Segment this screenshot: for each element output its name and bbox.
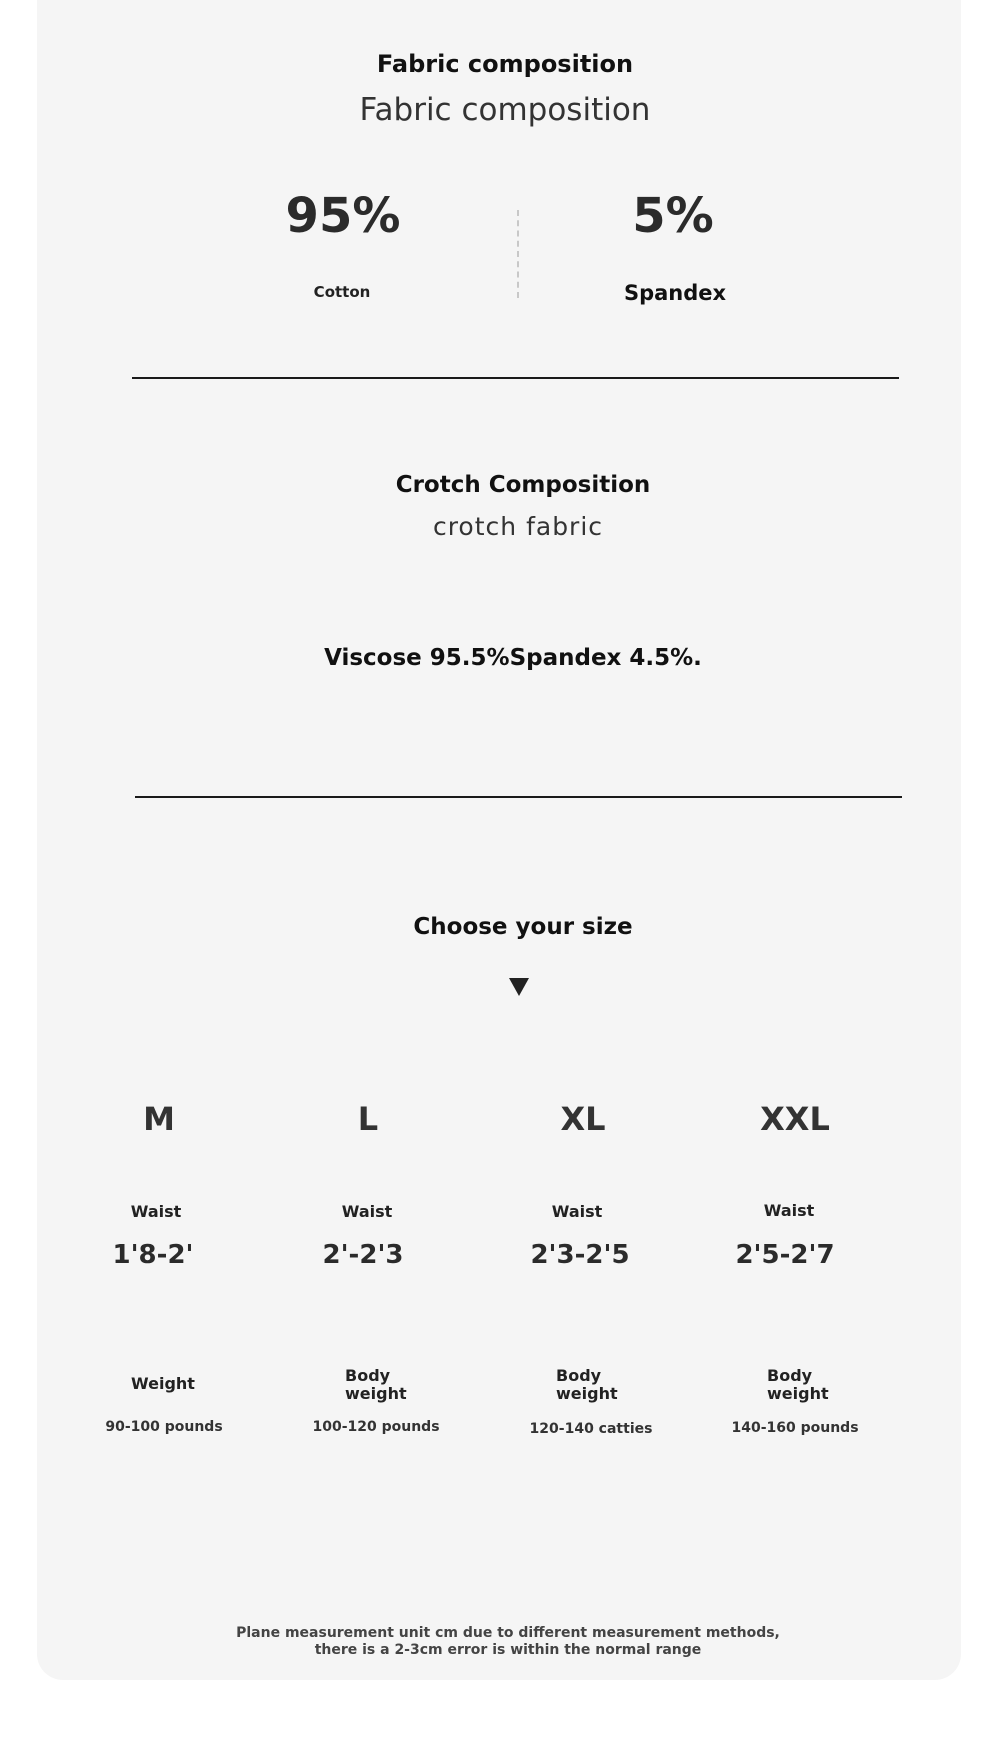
size-m-label: M [143, 1100, 175, 1138]
cotton-percent: 95% [285, 188, 401, 244]
size-xxl-weight-value: 140-160 pounds [731, 1420, 859, 1436]
crotch-content: Viscose 95.5%Spandex 4.5%. [324, 645, 702, 671]
composition-divider [517, 210, 519, 298]
size-xxl-weight-label: Body weight [767, 1366, 829, 1403]
size-xxl-label: XXL [760, 1100, 830, 1138]
size-xxl-waist-value: 2'5-2'7 [735, 1240, 835, 1270]
size-l-waist-label: Waist [341, 1202, 393, 1221]
size-l-waist-value: 2'-2'3 [322, 1240, 404, 1270]
size-m-weight-label: Weight [131, 1374, 195, 1393]
down-arrow-icon [509, 978, 529, 996]
size-xxl-waist-label: Waist [763, 1201, 815, 1220]
crotch-subtitle: crotch fabric [432, 512, 604, 541]
fabric-title: Fabric composition [376, 50, 634, 78]
size-xl-waist-value: 2'3-2'5 [530, 1240, 630, 1270]
size-m-waist-label: Waist [130, 1202, 182, 1221]
size-xl-label: XL [560, 1100, 606, 1138]
size-xl-weight-label: Body weight [556, 1366, 618, 1403]
cotton-label: Cotton [313, 283, 371, 301]
section-divider-2 [135, 796, 902, 798]
measurement-footnote: Plane measurement unit cm due to different measurement methods, there is a 2-3cm error is within the normal range [236, 1625, 780, 1658]
fabric-subtitle: Fabric composition [359, 92, 651, 128]
size-m-waist-value: 1'8-2' [112, 1240, 194, 1270]
size-l-label: L [357, 1100, 379, 1138]
crotch-title: Crotch Composition [395, 472, 651, 498]
spandex-label: Spandex [623, 281, 727, 305]
size-m-weight-value: 90-100 pounds [105, 1419, 223, 1435]
size-l-weight-value: 100-120 pounds [312, 1419, 440, 1435]
spandex-percent: 5% [632, 188, 714, 244]
size-xl-weight-value: 120-140 catties [529, 1421, 653, 1437]
size-xl-waist-label: Waist [551, 1202, 603, 1221]
section-divider-1 [132, 377, 899, 379]
size-title: Choose your size [413, 914, 633, 940]
size-l-weight-label: Body weight [345, 1366, 407, 1403]
